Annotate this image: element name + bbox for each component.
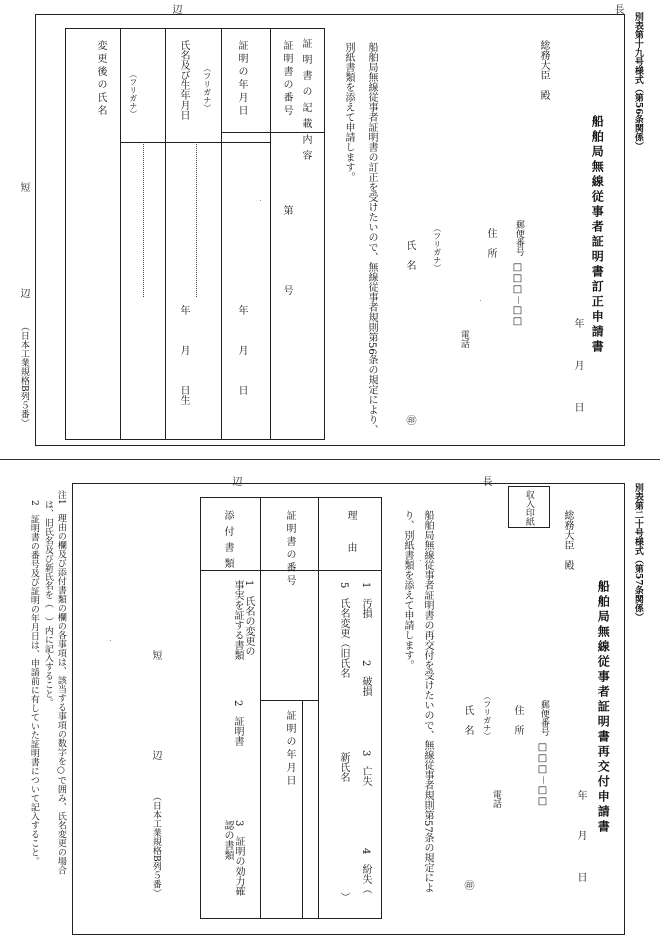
form-20-postal-value[interactable]: □□□－□□: [537, 742, 548, 807]
form-19-addressee: 総務大臣 殿: [538, 40, 549, 100]
form-20-date-month: 月: [575, 830, 586, 840]
form-20-reason-1[interactable]: 1 汚損: [360, 582, 371, 619]
form-19-furigana-label: （フリガナ）: [432, 224, 442, 272]
form-20-furigana-label: （フリガナ）: [482, 692, 492, 740]
form-19-date-day: 日: [572, 402, 583, 412]
form-20-reason-3[interactable]: 3 亡失: [360, 750, 371, 787]
form-20-attach-1[interactable]: 1 氏名の変更の事実を証する書類: [232, 580, 254, 660]
form-20-edge-long-bottom: 辺: [230, 476, 241, 486]
form-20-attach-3[interactable]: 3 証明の効力確認の書類: [222, 820, 244, 897]
form-19-edge-long-bottom: 辺: [170, 4, 181, 14]
form-20-address-label: 住 所: [512, 705, 523, 735]
form-20-stamp-label: 収入印紙: [523, 490, 534, 526]
form-19-date-month: 月: [572, 360, 583, 370]
form-20-reason-label: 理 由: [345, 510, 356, 558]
form-20-edge-long-top: 長: [480, 476, 491, 486]
form-19-id: 別表第十九号様式（第56条関係）: [632, 12, 643, 151]
form-19-row3-value[interactable]: 年 月 日生: [178, 305, 189, 405]
form-20-name-label: 氏 名: [462, 705, 473, 735]
form-20-note-1: 注1 理由の欄及び添付書類の欄の各事項は、該当する事項の数字を○で囲み、氏名変更の場合: [55, 490, 66, 875]
form-19-seal: ㊞: [404, 415, 415, 425]
scan-speck: [260, 200, 261, 201]
form-19-furigana-cell: （フリガナ）: [202, 64, 212, 112]
scan-speck: [420, 560, 421, 561]
form-20-reason-2[interactable]: 2 破損: [360, 660, 371, 697]
form-20-note-1b: は、旧氏名及び新氏名を（ ）内に記入すること。: [42, 500, 53, 707]
form-19-edge-long-top: 長: [612, 4, 623, 14]
form-20-phone-label: 電話: [490, 790, 501, 808]
form-20-addressee: 総務大臣 殿: [562, 510, 573, 570]
form-20-note-2: 2 証明書の番号及び証明の年月日は、申請前に有していた証明書について記入すること。: [28, 500, 39, 866]
form-19-edge-short-side: 辺: [18, 288, 29, 298]
form-19-row4-label: 変更後の氏名: [95, 40, 106, 118]
form-20-date-year: 年: [575, 790, 586, 800]
form-19-postal-label: 郵便番号: [513, 220, 524, 256]
form-20-reason-5-new: 新氏名: [338, 752, 349, 782]
form-19-edge-short: 短: [18, 182, 29, 192]
form-20-edge-short: 短: [150, 650, 161, 660]
form-19-body-line-2: 別紙書類を添えて申請します。: [343, 42, 354, 182]
scan-speck: [110, 640, 111, 641]
form-19-row1-label: 証明書の番号: [281, 40, 292, 118]
form-20-reason-4[interactable]: 4 紛失（: [360, 848, 371, 895]
form-20-row2-right-label: 証明の年月日: [284, 710, 295, 788]
form-19-address-label: 住 所: [485, 228, 496, 258]
form-20-stamp-box[interactable]: [508, 486, 550, 528]
form-20-body-line-2: り、別紙書類を添えて申請します。: [402, 510, 413, 670]
form-19-row2-value[interactable]: 年 月 日: [236, 305, 247, 395]
form-20-date-day: 日: [575, 872, 586, 882]
form-20-postal-label: 郵便番号: [538, 700, 549, 736]
form-20-id: 別表第二十号様式（第57条関係）: [632, 483, 643, 622]
form-20-edge-short-side: 辺: [150, 750, 161, 760]
page-divider: [0, 459, 660, 460]
form-20-reason-5[interactable]: 5 氏名変更（旧氏名: [338, 582, 349, 679]
form-19-phone-label: 電話: [458, 330, 469, 348]
form-20-reason-5-close: ）: [338, 892, 349, 902]
form-20-attach-2[interactable]: 2 証明書: [232, 700, 243, 747]
form-19-row3-label: 氏名及び生年月日: [178, 40, 189, 120]
form-20-row3-label: 添付書類: [222, 510, 233, 574]
form-19-row2-label: 証明の年月日: [236, 40, 247, 118]
form-19-standard-note: （日本工業規格B列５番）: [18, 322, 29, 428]
form-20-standard-note: （日本工業規格B列５番）: [150, 792, 161, 898]
form-19-title: 船舶局無線従事者証明書訂正申請書: [590, 115, 605, 355]
form-19-body-line-1: 船舶局無線従事者証明書の訂正を受けたいので、無線従事者規則第56条の規定により、: [366, 42, 377, 435]
form-20-body-line-1: 船舶局無線従事者証明書の再交付を受けたいので、無線従事者規則第57条の規定によ: [422, 510, 433, 893]
form-19-group-label: 証明書の記載内容: [300, 38, 311, 166]
form-20-row2-label: 証明書の番号: [284, 510, 295, 588]
form-20-seal: ㊞: [462, 880, 473, 890]
scan-speck: [480, 300, 481, 301]
form-19-row4-furigana: （フリガナ）: [128, 70, 138, 118]
form-19-postal-value[interactable]: □□□－□□: [512, 262, 523, 327]
form-19-date-year: 年: [572, 318, 583, 328]
form-19-row1-value[interactable]: 第 号: [281, 205, 292, 295]
form-20-title: 船舶局無線従事者証明書再交付申請書: [596, 580, 611, 835]
form-19-name-label: 氏 名: [404, 240, 415, 270]
